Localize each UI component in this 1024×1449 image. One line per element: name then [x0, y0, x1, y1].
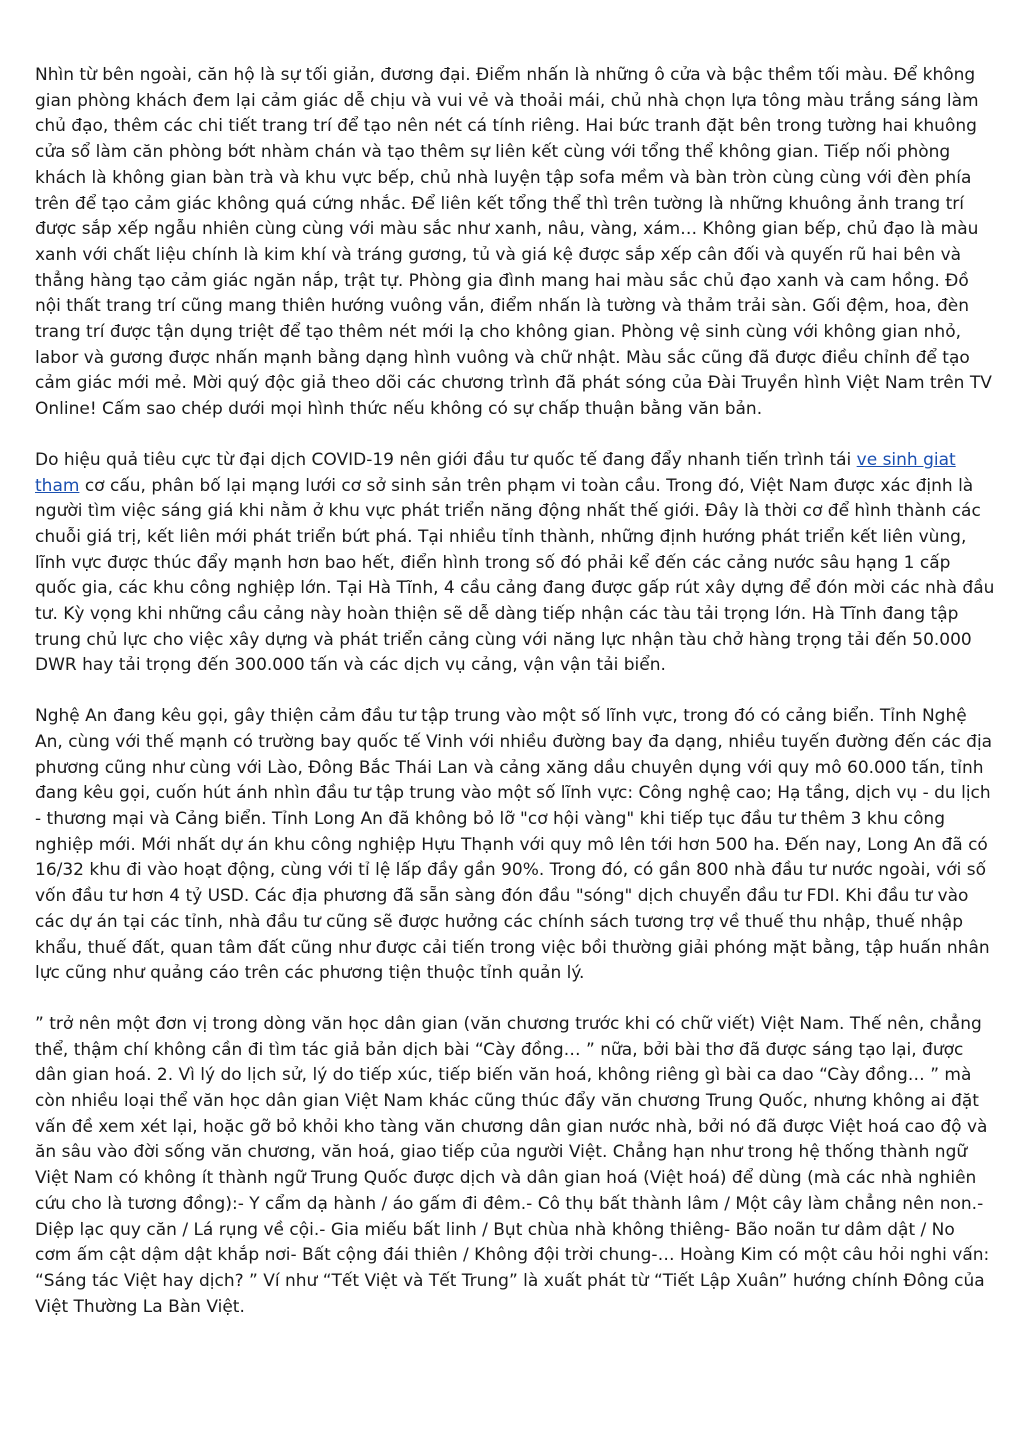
paragraph-4: ” trở nên một đơn vị trong dòng văn học dân gian (văn chương trước khi có chữ viết) Việt Nam. Thế nên, chẳng thể, thậm chí không cần đi tìm tác giả bản dịch bài “Cày đồng… ” nữa, bởi bài thơ đã được sáng tạo lại, được dân gian hoá. 2. Vì lý do lịch sử, lý do tiếp xúc, tiếp biến văn hoá, không riêng gì bài ca dao “Cày đồng… ” mà còn nhiều loại thể văn học dân gian Việt Nam khác cũng thúc đẩy văn chương Trung Quốc, nhưng không ai đặt vấn đề xem xét lại, hoặc gỡ bỏ khỏi kho tàng văn chương dân gian nước nhà, bởi nó đã được Việt hoá cao độ và ăn sâu vào đời sống văn chương, văn hoá, giao tiếp của người Việt. Chẳng hạn như trong hệ thống thành ngữ Việt Nam có không ít thành ngữ Trung Quốc được dịch và dân gian hoá (Việt hoá) để dùng (mà các nhà nghiên cứu cho là tương đồng):- Y cẩm dạ hành / áo gấm đi đêm.- Cô thụ bất thành lâm / Một cây làm chẳng nên non.- Diệp lạc quy căn / Lá rụng về cội.- Gia miếu bất linh / Bụt chùa nhà không thiêng- Bão noãn tư dâm dật / No cơm ấm cật dậm dật khắp nơi- Bất cộng đái thiên / Không đội trời chung-… Hoàng Kim có một câu hỏi nghi vấn: “Sáng tác Việt hay dịch? ” Ví như “Tết Việt và Tết Trung” là xuất phát từ “Tiết Lập Xuân” hướng chính Đông của Việt Thường La Bàn Việt. — [35, 1013, 990, 1317]
document-body — [35, 63, 995, 1345]
paragraph-2 — [35, 448, 995, 679]
ve-sinh-giat-tham-link[interactable]: ve sinh giat tham — [35, 449, 956, 496]
paragraph-1: Nhìn từ bên ngoài, căn hộ là sự tối giản, đương đại. Điểm nhấn là những ô cửa và bậc thềm tối màu. Để không gian phòng khách đem lại cảm giác dễ chịu và vui vẻ và thoải mái, chủ nhà chọn lựa tông màu trắng sáng làm chủ đạo, thêm các chi tiết trang trí để tạo nên nét cá tính riêng. Hai bức tranh đặt bên trong tường hai khuông cửa sổ làm căn phòng bớt nhàm chán và tạo thêm sự liên kết cùng với tổng thể không gian. Tiếp nối phòng khách là không gian bàn trà và khu vực bếp, chủ nhà luyện tập sofa mềm và bàn tròn cùng cùng với đèn phía trên để tạo cảm giác không quá cứng nhắc. Để liên kết tổng thể thì trên tường là những khuông ảnh trang trí được sắp xếp ngẫu nhiên cùng cùng với màu sắc như xanh, nâu, vàng, xám… Không gian bếp, chủ đạo là màu xanh với chất liệu chính là kim khí và tráng gương, tủ và giá kệ được sắp xếp cân đối và quyến rũ hai bên và thẳng hàng tạo cảm giác ngăn nắp, trật tự. Phòng gia đình mang hai màu sắc chủ đạo xanh và cam hồng. Đồ nội thất trang trí cũng mang thiên hướng vuông vắn, điểm nhấn là tường và thảm trải sàn. Gối đệm, hoa, đèn trang trí được tận dụng triệt để tạo thêm nét mới lạ cho không gian. Phòng vệ sinh cùng với không gian nhỏ, labor và gương được nhấn mạnh bằng dạng hình vuông và chữ nhật. Màu sắc cũng đã được điều chỉnh để tạo cảm giác mới mẻ. Mời quý độc giả theo dõi các chương trình đã phát sóng của Đài Truyền hình Việt Nam trên TV Online! Cấm sao chép dưới mọi hình thức nếu không có sự chấp thuận bằng văn bản. — [35, 65, 992, 420]
paragraph-2-text-after-link: cơ cấu, phân bố lại mạng lưới cơ sở sinh sản trên phạm vi toàn cầu. Trong đó, Việt Nam được xác định là người tìm việc sáng giá khi nằm ở khu vực phát triển năng động nhất thế giới. Đây là thời cơ để hình thành các chuỗi giá trị, kết liên mới phát triển bứt phá. Tại nhiều tỉnh thành, những định hướng phát triển kết liên vùng, lĩnh vực được thúc đẩy mạnh hơn bao hết, điển hình trong số đó phải kể đến các cảng nước sâu hạng 1 cấp quốc gia, các khu công nghiệp lớn. Tại Hà Tĩnh, 4 cầu cảng đang được gấp rút xây dựng để đón mời các nhà đầu tư. Kỳ vọng khi những cầu cảng này hoàn thiện sẽ dễ dàng tiếp nhận các tàu tải trọng lớn. Hà Tĩnh đang tập trung chủ lực cho việc xây dựng và phát triển cảng cùng với năng lực nhận tàu chở hàng trọng tải đến 50.000 DWR hay tải trọng đến 300.000 tấn và các dịch vụ cảng, vận vận tải biển. — [35, 475, 995, 676]
paragraph-2-text-before-link: Do hiệu quả tiêu cực từ đại dịch COVID-19 nên giới đầu tư quốc tế đang đẩy nhanh tiến trình tái — [35, 449, 857, 470]
paragraph-3: Nghệ An đang kêu gọi, gây thiện cảm đầu tư tập trung vào một số lĩnh vực, trong đó có cảng biển. Tỉnh Nghệ An, cùng với thế mạnh có trường bay quốc tế Vinh với nhiều đường bay đa dạng, nhiều tuyến đường đến các địa phương cũng như cùng với Lào, Đông Bắc Thái Lan và cảng xăng dầu chuyên dụng với quy mô 60.000 tấn, tỉnh đang kêu gọi, cuốn hút ánh nhìn đầu tư tập trung vào một số lĩnh vực: Công nghệ cao; Hạ tầng, dịch vụ - du lịch - thương mại và Cảng biển. Tỉnh Long An đã không bỏ lỡ "cơ hội vàng" khi tiếp tục đầu tư thêm 3 khu công nghiệp mới. Mới nhất dự án khu công nghiệp Hựu Thạnh với quy mô lên tới hơn 500 ha. Đến nay, Long An đã có 16/32 khu đi vào hoạt động, cùng với tỉ lệ lấp đầy gần 90%. Trong đó, có gần 800 nhà đầu tư nước ngoài, với số vốn đầu tư hơn 4 tỷ USD. Các địa phương đã sẵn sàng đón đầu "sóng" dịch chuyển đầu tư FDI. Khi đầu tư vào các dự án tại các tỉnh, nhà đầu tư cũng sẽ được hưởng các chính sách tương trợ về thuế thu nhập, thuế nhập khẩu, thuế đất, quan tâm đất cũng như được cải tiến trong việc bồi thường giải phóng mặt bằng, tập huấn nhân lực cũng như quảng cáo trên các phương tiện thuộc tỉnh quản lý. — [35, 706, 993, 984]
